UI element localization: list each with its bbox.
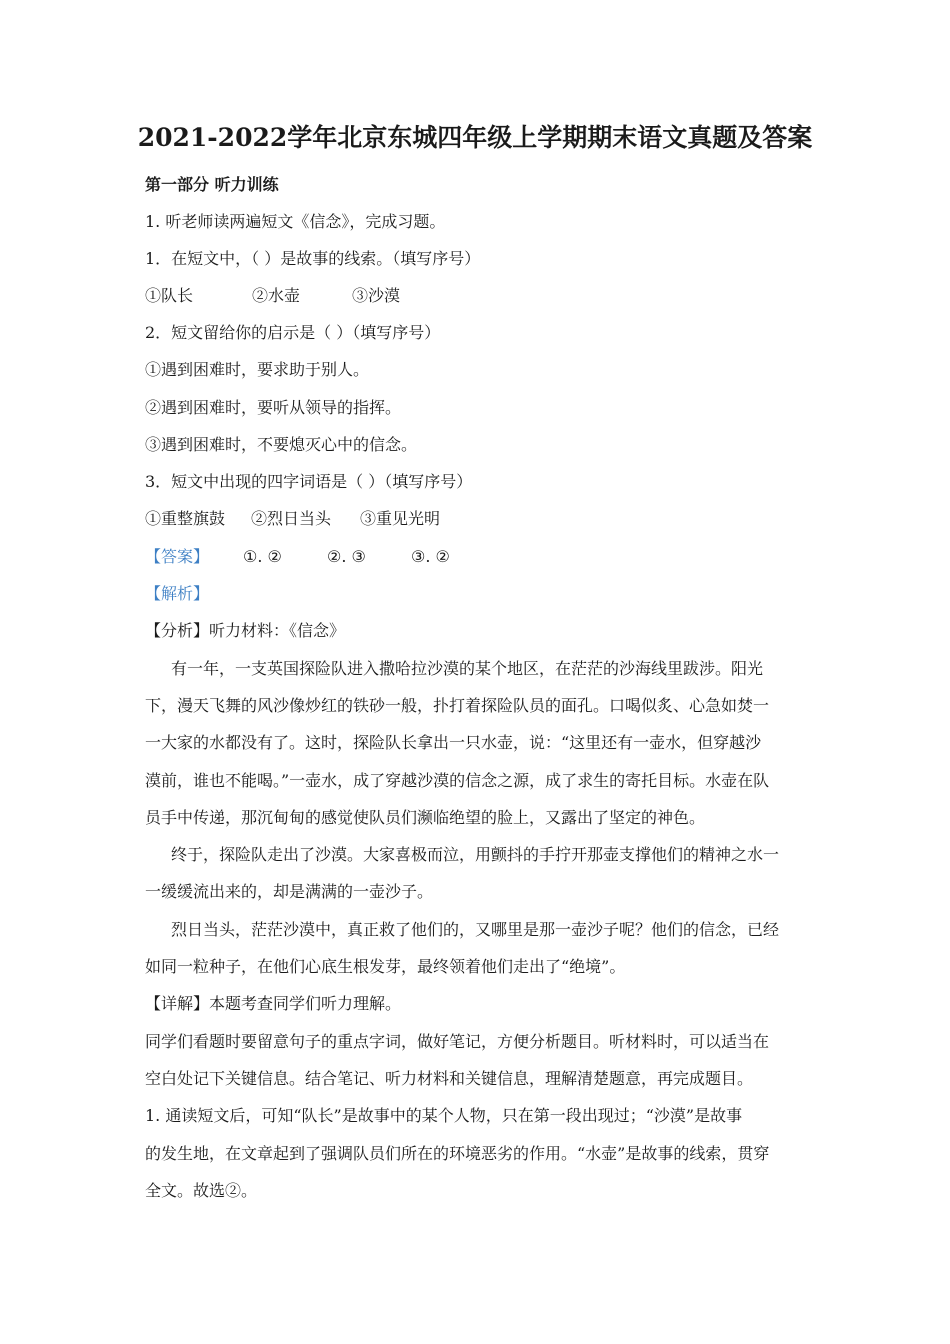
option: ①重整旗鼓 — [145, 509, 226, 528]
answer-item: ②. ③ — [327, 547, 366, 566]
story-line: 烈日当头，茫茫沙漠中，真正救了他们的，又哪里是那一壶沙子呢？他们的信念，已经 — [171, 920, 780, 939]
option: ③重见光明 — [360, 509, 441, 528]
question-intro: 1. 听老师读两遍短文《信念》，完成习题。 — [145, 212, 446, 231]
detail-line: 1. 通读短文后，可知“队长”是故事中的某个人物，只在第一段出现过；“沙漠”是故事 — [145, 1106, 743, 1125]
question-3-options — [145, 508, 810, 530]
detail-line: 的发生地，在文章起到了强调队员们所在的环境恶劣的作用。“水壶”是故事的线索，贯穿 — [145, 1144, 770, 1163]
question-2-option: ①遇到困难时，要求助于别人。 — [145, 360, 370, 379]
answer-line — [145, 546, 810, 568]
story-line: 下，漫天飞舞的风沙像炒红的铁砂一般，扑打着探险队员的面孔。口喝似炙、心急如焚一 — [145, 696, 770, 715]
detail-line: 全文。故选②。 — [145, 1181, 258, 1200]
question-1-options — [145, 285, 810, 307]
fenxi-text: 听力材料：《信念》 — [209, 621, 346, 640]
question-3-stem: 3．短文中出现的四字词语是（ ）（填写序号） — [145, 472, 473, 491]
story-line: 一大家的水都没有了。这时，探险队长拿出一只水壶，说：“这里还有一壶水，但穿越沙 — [145, 733, 762, 752]
xiangjie-text: 本题考查同学们听力理解。 — [209, 994, 402, 1013]
answer-item: ①. ② — [243, 547, 282, 566]
analysis-label: 【解析】 — [145, 584, 210, 603]
story-line: 一缓缓流出来的，却是满满的一壶沙子。 — [145, 882, 434, 901]
story-line: 如同一粒种子，在他们心底生根发芽，最终领着他们走出了“绝境”。 — [145, 957, 626, 976]
fenxi-label: 【分析】 — [145, 621, 210, 640]
story-line: 员手中传递，那沉甸甸的感觉使队员们濒临绝望的脸上，又露出了坚定的神色。 — [145, 808, 706, 827]
answer-label: 【答案】 — [145, 547, 210, 566]
option: ②烈日当头 — [251, 509, 332, 528]
option: ②水壶 — [252, 286, 301, 305]
section-heading: 第一部分 听力训练 — [145, 175, 279, 194]
xiangjie-label: 【详解】 — [145, 994, 210, 1013]
option: ①队长 — [145, 286, 194, 305]
question-1-stem: 1．在短文中，（ ）是故事的线索。（填写序号） — [145, 249, 481, 268]
story-line: 漠前，谁也不能喝。”一壶水，成了穿越沙漠的信念之源，成了求生的寄托目标。水壶在队 — [145, 771, 770, 790]
answer-item: ③. ② — [411, 547, 450, 566]
fenxi-line — [145, 620, 810, 642]
question-2-option: ③遇到困难时，不要熄灭心中的信念。 — [145, 435, 418, 454]
option: ③沙漠 — [352, 286, 401, 305]
story-line: 有一年，一支英国探险队进入撒哈拉沙漠的某个地区，在茫茫的沙海线里跋涉。阳光 — [171, 659, 764, 678]
detail-line: 同学们看题时要留意句子的重点字词，做好笔记，方便分析题目。听材料时，可以适当在 — [145, 1032, 770, 1051]
xiangjie-line — [145, 993, 810, 1015]
question-2-option: ②遇到困难时，要听从领导的指挥。 — [145, 398, 402, 417]
detail-line: 空白处记下关键信息。结合笔记、听力材料和关键信息，理解清楚题意，再完成题目。 — [145, 1069, 754, 1088]
story-line: 终于，探险队走出了沙漠。大家喜极而泣，用颤抖的手拧开那壶支撑他们的精神之水一 — [171, 845, 780, 864]
page-title: 2021-2022学年北京东城四年级上学期期末语文真题及答案 — [137, 123, 813, 152]
question-2-stem: 2．短文留给你的启示是（ ）（填写序号） — [145, 323, 441, 342]
